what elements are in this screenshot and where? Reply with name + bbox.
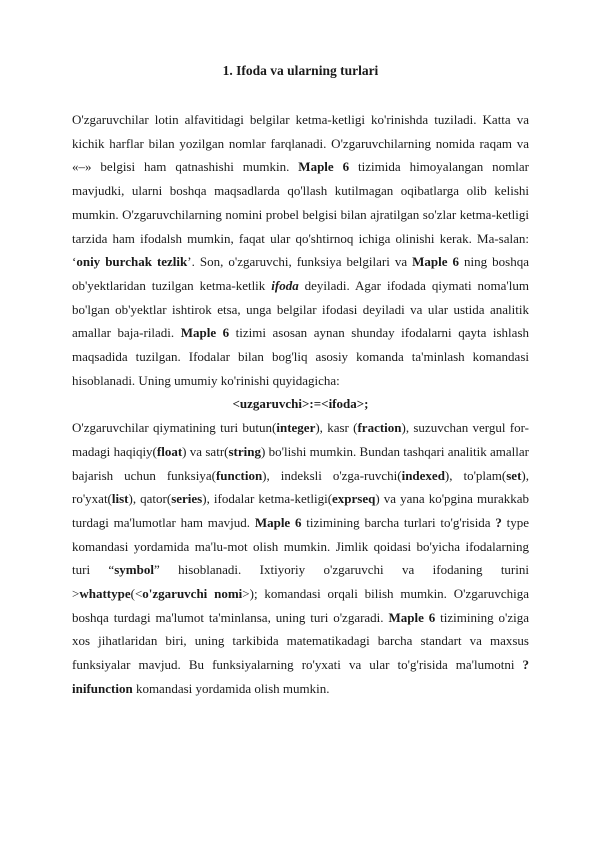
text-run: ), indeksli o'zga-ruvchi( xyxy=(262,467,402,483)
paragraph-intro xyxy=(72,108,529,392)
text-run: >); komandasi orqali bilish mumkin. O'zgaruvchiga boshqa turdagi ma'lumot ta'minlansa, uning turi o'zgaradi. xyxy=(72,586,529,625)
bold-term: string xyxy=(228,443,261,459)
bold-term: oniy burchak tezlik xyxy=(76,254,188,270)
text-run: tizimi asosan aynan shunday ifodalarni qayta ishlash maqsadida tuzilgan. Ifodalar bilan bog'liq asosiy komanda ta'minlash komandasi hisoblanadi. Uning umumiy ko'rinishi quyidagicha: xyxy=(72,325,529,388)
bold-term: series xyxy=(171,491,203,507)
text-run: (< xyxy=(130,586,143,602)
bold-term: Maple 6 xyxy=(298,159,350,175)
bold-term: whattype xyxy=(79,586,131,602)
bold-term: o'zgaruvchi nomi xyxy=(142,586,243,602)
assignment-formula: <uzgaruvchi>:=<ifoda>; xyxy=(232,396,369,412)
text-run: ) va yana ko'pgina murakkab turdagi ma'lumotlar ham mavjud. xyxy=(72,491,529,530)
paragraph-types xyxy=(72,416,529,700)
text-run: O'zgaruvchilar qiymatining turi butun( xyxy=(72,420,277,436)
text-run: ) bo'lishi mumkin. Bundan tashqari analitik amallar bajarish uchun funksiya( xyxy=(72,443,529,483)
text-run: ” hisoblanadi. Ixtiyoriy o'zgaruvchi va ifodaning turini > xyxy=(72,562,529,602)
text-run: ), ro'yxat( xyxy=(72,467,529,507)
bold-term: Maple 6 xyxy=(180,325,230,341)
text-run: ning boshqa ob'yektlaridan tuzilgan ketma-ketlik xyxy=(72,254,530,293)
text-run: O'zgaruvchilar lotin alfavitidagi belgilar ketma-ketligi ko'rinishda tuziladi. Katta va kichik harflar bilan yozilgan nomlar farqlanadi. O'zgaruvchilarning nomida raqam va «–» belgisi ham qatnashishi mumkin. xyxy=(72,112,529,175)
bold-term: set xyxy=(506,467,522,483)
text-run: tizimida himoyalangan nomlar mavjudki, ularni boshqa maqsadlarda qo'llash kutilmagan oqibatlarga olib kelishi mumkin. O'zgaruvchilarning nomini probel belgisi bilan ajratilgan so'zlar ketma-ketligi tarzida ham ifodalsh mumkin, faqat ular qo'shtirnoq ichiga olinishi kerak. Ma-salan: ‘ xyxy=(72,159,529,270)
text-run: tizimining o'ziga xos jihatlaridan biri, uning tarkibida matematikadagi barcha standart va maxsus funksiyalar mavjud. Bu funksiyalarning ro'yxati va ular to'g'risida ma'lumotni xyxy=(72,609,529,673)
bold-term: list xyxy=(111,491,129,507)
section-heading: 1. Ifoda va ularning turlari xyxy=(222,63,379,78)
bold-term: Maple 6 xyxy=(412,254,460,270)
bold-term: ? inifunction xyxy=(72,657,529,696)
bold-term: ? xyxy=(495,514,502,530)
text-run: komandasi yordamida olish mumkin. xyxy=(132,680,330,696)
bold-term: Maple 6 xyxy=(254,514,302,530)
bold-term: integer xyxy=(276,420,316,436)
text-run: ), suzuvchan vergul for-madagi haqiqiy( xyxy=(72,420,529,459)
page-content xyxy=(72,62,529,701)
text-run: ), to'plam( xyxy=(444,467,507,483)
bold-term: function xyxy=(215,467,263,483)
text-run: type komandasi yordamida ma'lu-mot olish mumkin. Jimlik qoidasi bo'yicha ifodalarning turi “ xyxy=(72,514,529,578)
bold-term: fraction xyxy=(357,420,402,436)
text-run: ), qator( xyxy=(128,491,172,507)
bold-term: symbol xyxy=(114,562,154,578)
text-run: deyiladi. Agar ifodada qiymati noma'lum bo'lgan ob'yektlar ishtirok etsa, unga belgilar ifodasi deyiladi va ular ustida analitik amallar baja-riladi. xyxy=(72,277,530,341)
text-run: ) va satr( xyxy=(182,443,229,459)
bold-term: float xyxy=(156,443,183,459)
bold-term: Maple 6 xyxy=(388,609,436,625)
text-run: tizimining barcha turlari to'g'risida xyxy=(301,514,496,530)
bold-italic-term: ifoda xyxy=(271,277,299,293)
text-run: ), ifodalar ketma-ketligi( xyxy=(202,491,333,507)
bold-term: exprseq xyxy=(332,491,376,507)
text-run: ), kasr ( xyxy=(315,420,358,436)
text-run: ’. Son, o'zgaruvchi, funksiya belgilari va xyxy=(187,254,413,270)
bold-term: indexed xyxy=(401,467,445,483)
